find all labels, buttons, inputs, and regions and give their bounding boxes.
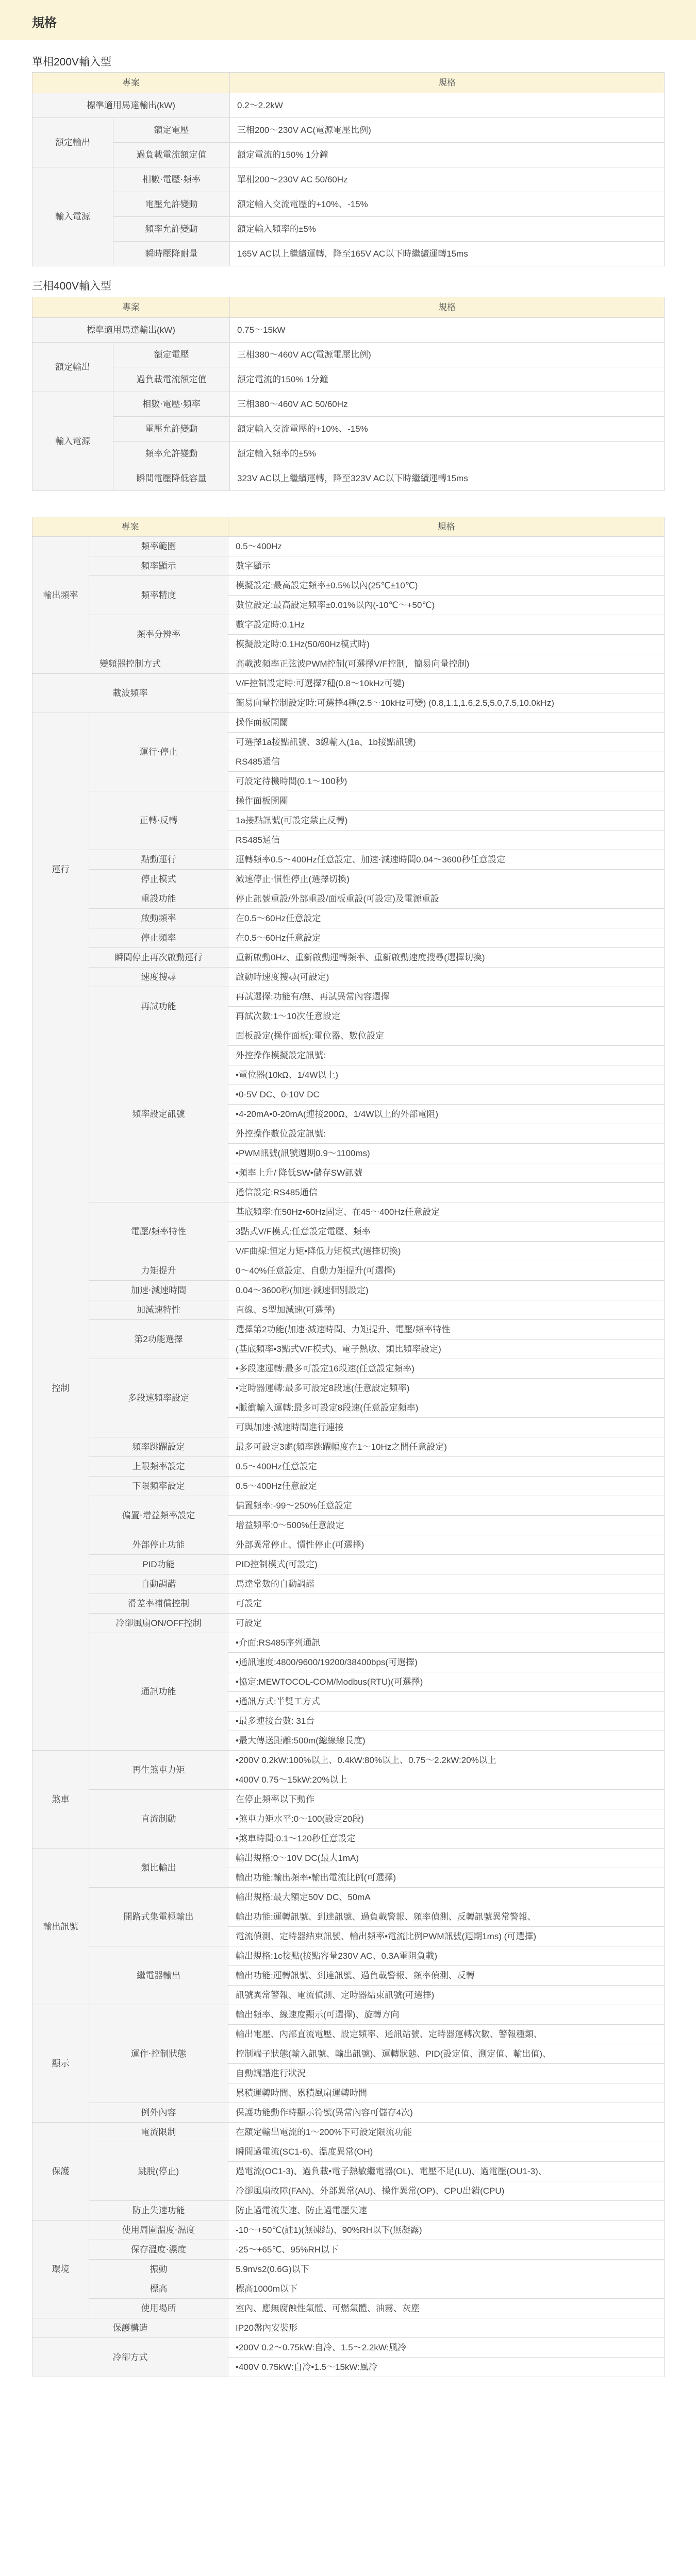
table-row <box>32 791 665 811</box>
table-row <box>32 1633 665 1653</box>
row-value: 外控操作數位設定訊號: <box>228 1124 665 1144</box>
row-value: -10～+50℃(註1)(無凍結)、90%RH以下(無凝露) <box>228 2221 665 2240</box>
table-row <box>32 1614 665 1633</box>
row-label: 運作‧控制狀態 <box>89 2005 228 2103</box>
row-value: •通訊方式:半雙工方式 <box>228 1692 665 1711</box>
row-value: RS485通信 <box>228 752 665 772</box>
table-row <box>32 318 665 343</box>
row-label: PID功能 <box>89 1555 228 1574</box>
row-value: 偏置頻率:-99～250%任意設定 <box>228 1496 665 1516</box>
row-value: 0.5～400Hz任意設定 <box>228 1457 665 1477</box>
table-row <box>32 615 665 635</box>
row-value: 操作面板開關 <box>228 713 665 733</box>
row-label: 滑差率補償控制 <box>89 1594 228 1614</box>
row-value: 輸出規格:1c接點(接點容量230V AC、0.3A電阻負載) <box>228 1946 665 1966</box>
row-label: 瞬間電壓降低容量 <box>113 466 230 491</box>
table-row <box>32 1496 665 1516</box>
row-value: 冷卻風扇故障(FAN)、外部異常(AU)、操作異常(OP)、CPU出錯(CPU) <box>228 2181 665 2201</box>
row-value: 額定電流的150% 1分鐘 <box>230 367 665 392</box>
row-label: 重設功能 <box>89 889 228 909</box>
row-value: •脈衝輸入運轉:最多可設定8段速(任意設定頻率) <box>228 1398 665 1418</box>
group-label: 額定輸出 <box>32 118 113 167</box>
row-label: 頻率設定訊號 <box>89 1026 228 1202</box>
row-label: 電流限制 <box>89 2123 228 2142</box>
table-row <box>32 948 665 968</box>
row-value: •400V 0.75kW:自冷•1.5～15kW:風冷 <box>228 2358 665 2377</box>
group-label: 保護 <box>32 2123 89 2221</box>
row-value: 單相200～230V AC 50/60Hz <box>230 167 665 192</box>
row-value: •4-20mA•0-20mA(連接200Ω、1/4W以上的外部電阻) <box>228 1105 665 1124</box>
group-label: 額定輸出 <box>32 343 113 392</box>
row-label: 使用周圍溫度‧濕度 <box>89 2221 228 2240</box>
row-label: 頻率顯示 <box>89 556 228 576</box>
row-label: 變頻器控制方式 <box>32 654 228 674</box>
row-label: 瞬時壓降耐量 <box>113 242 230 266</box>
section-title-three-400v: 三相400V輸入型 <box>32 280 112 292</box>
row-value: 累積運轉時間、累積風扇運轉時間 <box>228 2083 665 2103</box>
row-label: 頻率分辨率 <box>89 615 228 654</box>
row-label: 電壓/頻率特性 <box>89 1202 228 1261</box>
table-header-row <box>32 297 665 318</box>
row-label: 自動調諧 <box>89 1574 228 1594</box>
row-value: 停止訊號重設/外部重設/面板重設(可設定)及電源重設 <box>228 889 665 909</box>
row-label: 使用場所 <box>89 2299 228 2318</box>
table-row <box>32 1535 665 1555</box>
table-row <box>32 1320 665 1340</box>
row-label: 標高 <box>89 2279 228 2299</box>
row-label: 繼電器輸出 <box>89 1946 228 2005</box>
row-label: 保存溫度‧濕度 <box>89 2240 228 2260</box>
row-label: 過負載電流額定值 <box>113 143 230 167</box>
row-label: 下限頻率設定 <box>89 1477 228 1496</box>
row-value: 0～40%任意設定、自動力矩提升(可選擇) <box>228 1261 665 1281</box>
row-value: 直線、S型加減速(可選擇) <box>228 1300 665 1320</box>
table-row <box>32 850 665 870</box>
row-value: •電位器(10kΩ、1/4W以上) <box>228 1065 665 1085</box>
row-value: 額定輸入頻率的±5% <box>230 442 665 466</box>
row-label: 正轉‧反轉 <box>89 791 228 850</box>
row-value: 增益頻率:0～500%任意設定 <box>228 1516 665 1535</box>
row-value: •0-5V DC、0-10V DC <box>228 1085 665 1105</box>
row-value: 數字顯示 <box>228 556 665 576</box>
row-value: 三相380～460V AC 50/60Hz <box>230 392 665 417</box>
table-row <box>32 1281 665 1300</box>
row-value: 輸出功能:運轉訊號、到達訊號、過負載警報、頻率偵測、反轉訊號異常警報、 <box>228 1907 665 1927</box>
row-label: 速度搜尋 <box>89 968 228 987</box>
table-row <box>32 1202 665 1222</box>
header-spec: 規格 <box>230 73 665 93</box>
row-label: 頻率精度 <box>89 576 228 615</box>
row-label: 點動運行 <box>89 850 228 870</box>
row-label: 停止頻率 <box>89 928 228 948</box>
table-row <box>32 242 665 266</box>
row-label: 加減速特性 <box>89 1300 228 1320</box>
row-value: •最多連接台數: 31台 <box>228 1711 665 1731</box>
row-value: 輸出規格:0～10V DC(最大1mA) <box>228 1849 665 1868</box>
table-row <box>32 2103 665 2123</box>
row-value: 啟動時速度搜尋(可設定) <box>228 968 665 987</box>
row-value: 輸出功能:運轉訊號、到達訊號、過負載警報、頻率偵測、反轉 <box>228 1966 665 1986</box>
row-value: 3點式V/F模式:任意設定電壓、頻率 <box>228 1222 665 1242</box>
row-value: 可選擇1a接點訊號、3線輸入(1a、1b接點訊號) <box>228 733 665 752</box>
row-value: (基底頻率•3點式V/F模式)、電子熱敏、類比頻率設定) <box>228 1340 665 1359</box>
row-label: 頻率允許變動 <box>113 442 230 466</box>
row-value: 數字設定時:0.1Hz <box>228 615 665 635</box>
row-label: 過負載電流額定值 <box>113 367 230 392</box>
row-value: 面板設定(操作面板):電位器、數位設定 <box>228 1026 665 1046</box>
row-value: 室內、應無腐蝕性氣體、可燃氣體、油霧、灰塵 <box>228 2299 665 2318</box>
row-label: 振動 <box>89 2260 228 2279</box>
row-value: 模擬設定:最高設定頻率±0.5%以內(25℃±10℃) <box>228 576 665 596</box>
row-value: 再試選擇:功能有/無、再試異常內容選擇 <box>228 987 665 1007</box>
row-label: 通訊功能 <box>89 1633 228 1751</box>
table-row <box>32 93 665 118</box>
row-label: 頻率允許變動 <box>113 217 230 242</box>
row-value: V/F控制設定時:可選擇7種(0.8～10kHz可變) <box>228 674 665 693</box>
row-value: •通訊速度:4800/9600/19200/38400bps(可選擇) <box>228 1653 665 1672</box>
row-value: 0.75～15kW <box>230 318 665 343</box>
row-value: •多段速運轉:最多可設定16段速(任意設定頻率) <box>228 1359 665 1379</box>
row-value: 5.9m/s2(0.6G)以下 <box>228 2260 665 2279</box>
row-label: 額定電壓 <box>113 118 230 143</box>
group-label: 控制 <box>32 1026 89 1751</box>
row-label: 運行‧停止 <box>89 713 228 791</box>
row-label: 直流制動 <box>89 1790 228 1849</box>
row-value: 控制端子狀態(輸入訊號、輸出訊號)、運轉狀態、PID(設定值、測定值、輸出值)、 <box>228 2044 665 2064</box>
row-value: 電流偵測、定時器結束訊號、輸出頻率•電流比例PWM訊號(週期1ms) (可選擇) <box>228 1927 665 1946</box>
table-row <box>32 1437 665 1457</box>
table-row <box>32 2240 665 2260</box>
row-value: 通信設定:RS485通信 <box>228 1183 665 1202</box>
row-value: 可設定待機時間(0.1～100秒) <box>228 772 665 791</box>
table-header-row <box>32 517 665 537</box>
row-value: PID控制模式(可設定) <box>228 1555 665 1574</box>
row-value: 訊號異常警報、電流偵測、定時器結束訊號(可選擇) <box>228 1986 665 2005</box>
table-row <box>32 1026 665 1046</box>
table-row <box>32 2201 665 2221</box>
table-row <box>32 1751 665 1770</box>
spec-table-three-400v <box>32 297 665 491</box>
table-row <box>32 889 665 909</box>
row-value: V/F曲線:恒定力矩•降低力矩模式(選擇切換) <box>228 1242 665 1261</box>
table-row <box>32 2142 665 2162</box>
row-value: •煞車力矩水平:0～100(設定20段) <box>228 1809 665 1829</box>
row-value: 0.5～400Hz <box>228 537 665 556</box>
table-header-row <box>32 73 665 93</box>
row-label: 第2功能選擇 <box>89 1320 228 1359</box>
table-row <box>32 2318 665 2338</box>
row-value: 再試次數:1～10次任意設定 <box>228 1007 665 1026</box>
row-label: 偏置‧增益頻率設定 <box>89 1496 228 1535</box>
row-label: 冷卻風扇ON/OFF控制 <box>89 1614 228 1633</box>
row-value: •協定:MEWTOCOL-COM/Modbus(RTU)(可選擇) <box>228 1672 665 1692</box>
row-value: RS485通信 <box>228 831 665 850</box>
row-value: 基底頻率:在50Hz•60Hz固定、在45～400Hz任意設定 <box>228 1202 665 1222</box>
row-value: 輸出電壓、內部直流電壓、設定頻率、通訊站號、定時器運轉次數、警報種類、 <box>228 2025 665 2044</box>
row-label: 瞬間停止再次啟動運行 <box>89 948 228 968</box>
row-label: 停止模式 <box>89 870 228 889</box>
table-row <box>32 466 665 491</box>
row-label: 相數‧電壓‧頻率 <box>113 167 230 192</box>
table-row <box>32 713 665 733</box>
row-value: •定時器運轉:最多可設定8段速(任意設定頻率) <box>228 1379 665 1398</box>
row-value: 0.04～3600秒(加速‧減速個別設定) <box>228 1281 665 1300</box>
table-row <box>32 2123 665 2142</box>
row-value: 在0.5～60Hz任意設定 <box>228 928 665 948</box>
row-label: 標準適用馬達輸出(kW) <box>32 93 230 118</box>
row-value: 外控操作模擬設定訊號: <box>228 1046 665 1065</box>
row-value: 額定輸入交流電壓的+10%、-15% <box>230 192 665 217</box>
table-row <box>32 1849 665 1868</box>
row-value: 在額定輸出電流的1～200%下可設定限流功能 <box>228 2123 665 2142</box>
row-label: 跳脫(停止) <box>89 2142 228 2201</box>
row-value: 額定輸入交流電壓的+10%、-15% <box>230 417 665 442</box>
row-label: 啟動頻率 <box>89 909 228 928</box>
table-row <box>32 143 665 167</box>
row-value: 輸出規格:最大額定50V DC、50mA <box>228 1888 665 1907</box>
section-title-single-200v: 單相200V輸入型 <box>32 56 112 68</box>
table-row <box>32 2338 665 2358</box>
row-label: 電壓允許變動 <box>113 417 230 442</box>
row-label: 再試功能 <box>89 987 228 1026</box>
row-value: •PWM訊號(訊號週期0.9～1100ms) <box>228 1144 665 1163</box>
table-row <box>32 442 665 466</box>
table-row <box>32 576 665 596</box>
table-row <box>32 417 665 442</box>
group-label: 運行 <box>32 713 89 1026</box>
row-label: 標準適用馬達輸出(kW) <box>32 318 230 343</box>
row-label: 再生煞車力矩 <box>89 1751 228 1790</box>
table-row <box>32 2279 665 2299</box>
row-value: 高載波頻率正弦波PWM控制(可選擇V/F控制，簡易向量控制) <box>228 654 665 674</box>
row-label: 電壓允許變動 <box>113 192 230 217</box>
header-spec: 規格 <box>228 517 665 537</box>
row-label: 力矩提升 <box>89 1261 228 1281</box>
group-label: 輸出頻率 <box>32 537 89 654</box>
table-row <box>32 1359 665 1379</box>
header-item: 專案 <box>32 297 230 318</box>
table-row <box>32 367 665 392</box>
row-value: 可與加速‧減速時間進行連接 <box>228 1418 665 1437</box>
row-value: •介面:RS485序列通訊 <box>228 1633 665 1653</box>
table-row <box>32 1261 665 1281</box>
row-value: 0.2～2.2kW <box>230 93 665 118</box>
row-label: 上限頻率設定 <box>89 1457 228 1477</box>
table-row <box>32 1300 665 1320</box>
table-row <box>32 909 665 928</box>
row-value: 三相200～230V AC(電源電壓比例) <box>230 118 665 143</box>
row-value: 0.5～400Hz任意設定 <box>228 1477 665 1496</box>
row-label: 頻率跳躍設定 <box>89 1437 228 1457</box>
spec-table-general <box>32 517 665 2377</box>
row-value: 可設定 <box>228 1594 665 1614</box>
table-row <box>32 1594 665 1614</box>
row-label: 多段速頻率設定 <box>89 1359 228 1437</box>
table-row <box>32 2260 665 2279</box>
row-label: 開路式集電極輸出 <box>89 1888 228 1946</box>
row-value: •頻率上升/ 降低SW•儲存SW訊號 <box>228 1163 665 1183</box>
header-item: 專案 <box>32 517 228 537</box>
row-value: IP20盤內安裝形 <box>228 2318 665 2338</box>
row-value: 輸出功能:輸出頻率•輸出電流比例(可選擇) <box>228 1868 665 1888</box>
row-label: 外部停止功能 <box>89 1535 228 1555</box>
row-value: -25～+65℃、95%RH以下 <box>228 2240 665 2260</box>
row-value: 選擇第2功能(加速‧減速時間、力矩提升、電壓/頻率特性 <box>228 1320 665 1340</box>
table-row <box>32 654 665 674</box>
table-row <box>32 928 665 948</box>
header-item: 專案 <box>32 73 230 93</box>
table-row <box>32 556 665 576</box>
row-value: 減速停止‧慣性停止(選擇切換) <box>228 870 665 889</box>
row-value: 自動調諧進行狀況 <box>228 2064 665 2083</box>
table-row <box>32 537 665 556</box>
table-row <box>32 870 665 889</box>
row-label: 頻率範圍 <box>89 537 228 556</box>
table-row <box>32 1477 665 1496</box>
row-value: 165V AC以上繼續運轉，降至165V AC以下時繼續運轉15ms <box>230 242 665 266</box>
table-row <box>32 1790 665 1809</box>
row-value: 三相380～460V AC(電源電壓比例) <box>230 343 665 367</box>
spec-title-bar <box>0 0 696 40</box>
table-row <box>32 192 665 217</box>
row-label: 類比輸出 <box>89 1849 228 1888</box>
table-row <box>32 167 665 192</box>
table-row <box>32 2299 665 2318</box>
row-value: •最大傳送距離:500m(總線線長度) <box>228 1731 665 1751</box>
row-value: •煞車時間:0.1～120秒任意設定 <box>228 1829 665 1849</box>
table-row <box>32 674 665 693</box>
table-row <box>32 217 665 242</box>
table-row <box>32 1555 665 1574</box>
table-row <box>32 2005 665 2025</box>
row-value: 過電流(OC1-3)、過負載•電子熱敏繼電器(OL)、電壓不足(LU)、過電壓(OU1-3)、 <box>228 2162 665 2181</box>
group-label: 環境 <box>32 2221 89 2318</box>
group-label: 輸入電源 <box>32 392 113 491</box>
row-label: 額定電壓 <box>113 343 230 367</box>
row-label: 保護構造 <box>32 2318 228 2338</box>
row-value: 在停止頻率以下動作 <box>228 1790 665 1809</box>
header-spec: 規格 <box>230 297 665 318</box>
table-row <box>32 1574 665 1594</box>
table-row <box>32 118 665 143</box>
row-value: 模擬設定時:0.1Hz(50/60Hz模式時) <box>228 635 665 654</box>
row-value: 數位設定:最高設定頻率±0.01%以內(-10℃～+50℃) <box>228 596 665 615</box>
row-value: 額定電流的150% 1分鐘 <box>230 143 665 167</box>
row-value: 可設定 <box>228 1614 665 1633</box>
row-value: 操作面板開關 <box>228 791 665 811</box>
page-title: 規格 <box>32 16 57 30</box>
row-value: 323V AC以上繼續運轉，降至323V AC以下時繼續運轉15ms <box>230 466 665 491</box>
row-value: 簡易向量控制設定時:可選擇4種(2.5～10kHz可變) (0.8,1.1,1.6,2.5,5.0,7.5,10.0kHz) <box>228 693 665 713</box>
row-value: 標高1000m以下 <box>228 2279 665 2299</box>
row-value: 重新啟動0Hz、重新啟動運轉頻率、重新啟動速度搜尋(選擇切換) <box>228 948 665 968</box>
row-value: •200V 0.2～0.75kW:自冷、1.5～2.2kW:風冷 <box>228 2338 665 2358</box>
table-row <box>32 1946 665 1966</box>
row-value: 最多可設定3處(頻率跳躍幅度在1～10Hz之間任意設定) <box>228 1437 665 1457</box>
row-value: 運轉頻率0.5～400Hz任意設定、加速‧減速時間0.04～3600秒任意設定 <box>228 850 665 870</box>
row-value: 1a接點訊號(可設定禁止反轉) <box>228 811 665 831</box>
table-row <box>32 968 665 987</box>
table-row <box>32 392 665 417</box>
row-value: 保護功能動作時顯示符號(異常內容可儲存4次) <box>228 2103 665 2123</box>
row-label: 載波頻率 <box>32 674 228 713</box>
spec-table-single-200v <box>32 72 665 266</box>
row-value: •200V 0.2kW:100%以上、0.4kW:80%以上、0.75～2.2kW:20%以上 <box>228 1751 665 1770</box>
table-row <box>32 987 665 1007</box>
row-value: 防止過電流失速、防止過電壓失速 <box>228 2201 665 2221</box>
table-row <box>32 2221 665 2240</box>
group-label: 輸入電源 <box>32 167 113 266</box>
row-label: 冷卻方式 <box>32 2338 228 2377</box>
row-label: 例外內容 <box>89 2103 228 2123</box>
row-label: 防止失速功能 <box>89 2201 228 2221</box>
row-label: 加速‧減速時間 <box>89 1281 228 1300</box>
row-value: 外部異常停止、慣性停止(可選擇) <box>228 1535 665 1555</box>
table-row <box>32 1457 665 1477</box>
row-value: 額定輸入頻率的±5% <box>230 217 665 242</box>
group-label: 顯示 <box>32 2005 89 2123</box>
row-value: •400V 0.75～15kW:20%以上 <box>228 1770 665 1790</box>
row-value: 瞬間過電流(SC1-6)、溫度異常(OH) <box>228 2142 665 2162</box>
table-row <box>32 1888 665 1907</box>
table-row <box>32 343 665 367</box>
group-label: 輸出訊號 <box>32 1849 89 2005</box>
row-value: 輸出頻率、線速度顯示(可選擇)、旋轉方向 <box>228 2005 665 2025</box>
row-label: 相數‧電壓‧頻率 <box>113 392 230 417</box>
group-label: 煞車 <box>32 1751 89 1849</box>
row-value: 馬達常數的自動調諧 <box>228 1574 665 1594</box>
row-value: 在0.5～60Hz任意設定 <box>228 909 665 928</box>
